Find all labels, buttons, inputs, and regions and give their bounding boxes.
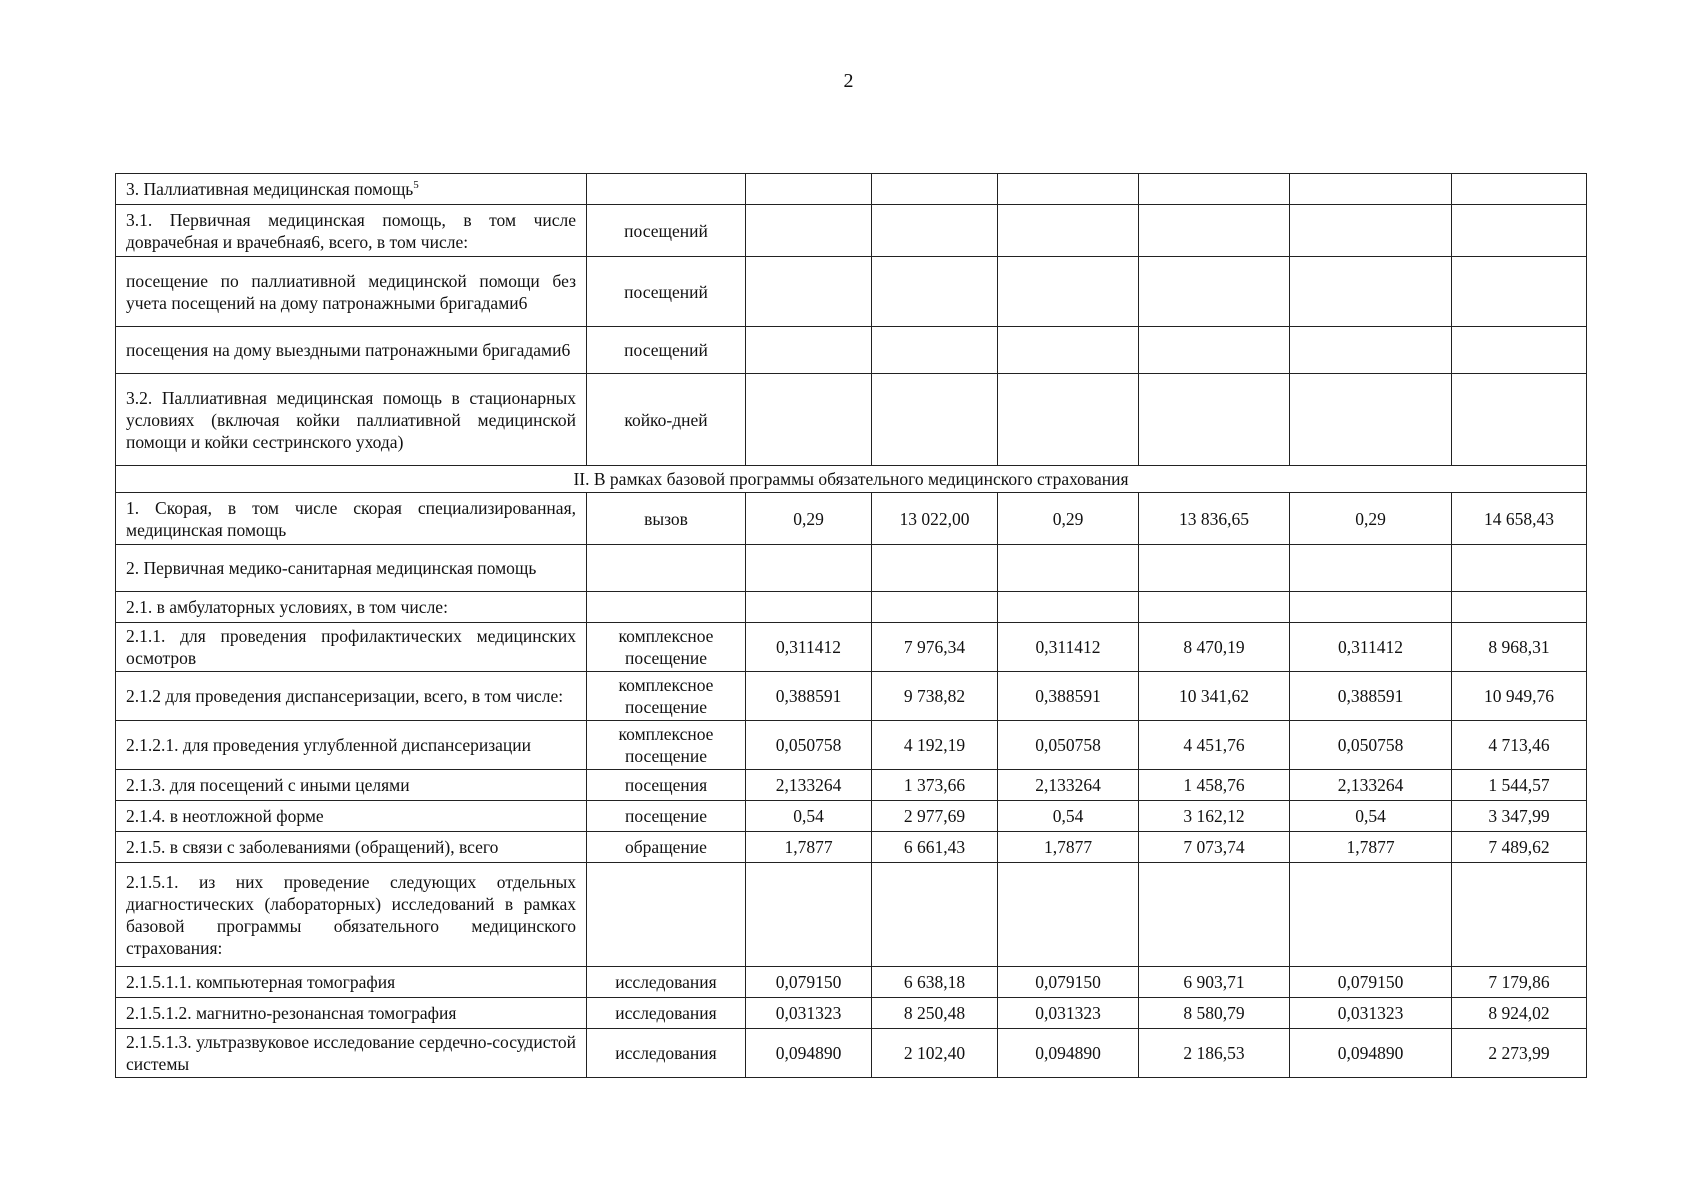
value-cell	[1452, 174, 1587, 205]
value-cell	[1139, 592, 1290, 623]
table-body-bottom	[116, 493, 1587, 1078]
value-cell	[1139, 257, 1290, 327]
value-cell: 0,311412	[1290, 623, 1452, 672]
value-cell	[1452, 327, 1587, 374]
row-name-text: 2.1.5.1. из них проведение следующих отдельных диагностических (лабораторных) исследований в рамках базовой программы обязательного медицинского страхования:	[126, 871, 576, 958]
value-cell: 0,29	[998, 493, 1139, 545]
value-cell: 0,079150	[1290, 967, 1452, 998]
value-cell	[1452, 257, 1587, 327]
table-row	[116, 801, 1587, 832]
value-cell	[872, 374, 998, 466]
value-cell: 3 347,99	[1452, 801, 1587, 832]
table-row	[116, 1029, 1587, 1078]
value-cell: 0,388591	[998, 672, 1139, 721]
value-cell	[1290, 545, 1452, 592]
table-row	[116, 592, 1587, 623]
value-cell: 0,388591	[1290, 672, 1452, 721]
value-cell: 0,079150	[998, 967, 1139, 998]
value-cell: 2 977,69	[872, 801, 998, 832]
table-row	[116, 374, 1587, 466]
value-cell: 0,031323	[1290, 998, 1452, 1029]
value-cell: 4 451,76	[1139, 721, 1290, 770]
value-cell: 10 341,62	[1139, 672, 1290, 721]
value-cell: 1 544,57	[1452, 770, 1587, 801]
value-cell: 8 580,79	[1139, 998, 1290, 1029]
row-unit: вызов	[587, 493, 746, 545]
value-cell	[746, 205, 872, 257]
value-cell	[1452, 205, 1587, 257]
value-cell	[872, 863, 998, 967]
value-cell	[1139, 205, 1290, 257]
table-row	[116, 205, 1587, 257]
page-number: 2	[843, 70, 854, 92]
row-name-text: 1. Скорая, в том числе скорая специализированная, медицинская помощь	[126, 497, 576, 540]
row-unit: комплексное посещение	[587, 721, 746, 770]
value-cell: 7 073,74	[1139, 832, 1290, 863]
value-cell	[1452, 863, 1587, 967]
value-cell	[998, 545, 1139, 592]
table-row	[116, 257, 1587, 327]
table-row	[116, 672, 1587, 721]
value-cell: 1,7877	[1290, 832, 1452, 863]
footnote-marker: 5	[413, 179, 419, 192]
value-cell	[1139, 327, 1290, 374]
table-row	[116, 832, 1587, 863]
value-cell	[746, 257, 872, 327]
value-cell: 0,050758	[1290, 721, 1452, 770]
value-cell	[1290, 863, 1452, 967]
row-name-text: 2.1. в амбулаторных условиях, в том числе:	[126, 597, 448, 617]
value-cell: 0,388591	[746, 672, 872, 721]
row-name-text: 3.2. Паллиативная медицинская помощь в стационарных условиях (включая койки паллиативной медицинской помощи и койки сестринского ухода)	[126, 387, 576, 452]
value-cell	[1139, 374, 1290, 466]
row-name	[116, 493, 587, 545]
row-name	[116, 770, 587, 801]
value-cell	[746, 545, 872, 592]
value-cell: 0,29	[746, 493, 872, 545]
table-row	[116, 967, 1587, 998]
value-cell	[1452, 592, 1587, 623]
row-name-text: 2.1.3. для посещений с иными целями	[126, 775, 410, 795]
row-name-text: 2. Первичная медико-санитарная медицинская помощь	[126, 558, 537, 578]
value-cell: 13 022,00	[872, 493, 998, 545]
row-unit	[587, 592, 746, 623]
row-name	[116, 174, 587, 205]
row-name	[116, 327, 587, 374]
value-cell: 0,031323	[746, 998, 872, 1029]
table-row	[116, 545, 1587, 592]
row-name-text: 2.1.5.1.2. магнитно-резонансная томография	[126, 1003, 457, 1023]
value-cell: 10 949,76	[1452, 672, 1587, 721]
table-row	[116, 998, 1587, 1029]
row-unit: посещения	[587, 770, 746, 801]
value-cell	[746, 374, 872, 466]
value-cell	[1452, 374, 1587, 466]
value-cell	[1139, 863, 1290, 967]
value-cell	[998, 863, 1139, 967]
value-cell: 0,050758	[998, 721, 1139, 770]
row-unit: исследования	[587, 967, 746, 998]
value-cell	[872, 174, 998, 205]
value-cell: 3 162,12	[1139, 801, 1290, 832]
value-cell	[872, 205, 998, 257]
value-cell: 2,133264	[998, 770, 1139, 801]
value-cell	[872, 545, 998, 592]
row-unit: исследования	[587, 1029, 746, 1078]
row-name	[116, 257, 587, 327]
value-cell: 4 713,46	[1452, 721, 1587, 770]
row-name-text: 2.1.5. в связи с заболеваниями (обращений), всего	[126, 837, 499, 857]
value-cell: 6 661,43	[872, 832, 998, 863]
value-cell	[746, 174, 872, 205]
value-cell: 7 976,34	[872, 623, 998, 672]
row-unit: койко-дней	[587, 374, 746, 466]
value-cell: 8 250,48	[872, 998, 998, 1029]
value-cell: 0,031323	[998, 998, 1139, 1029]
table-row	[116, 770, 1587, 801]
row-name-text: посещение по паллиативной медицинской помощи без учета посещений на дому патронажными бригадами6	[126, 270, 576, 313]
value-cell	[998, 174, 1139, 205]
value-cell	[746, 592, 872, 623]
value-cell: 0,094890	[1290, 1029, 1452, 1078]
value-cell: 2 273,99	[1452, 1029, 1587, 1078]
row-name	[116, 1029, 587, 1078]
value-cell: 1,7877	[746, 832, 872, 863]
value-cell: 0,54	[746, 801, 872, 832]
value-cell	[872, 257, 998, 327]
value-cell: 0,29	[1290, 493, 1452, 545]
value-cell: 13 836,65	[1139, 493, 1290, 545]
row-name	[116, 801, 587, 832]
row-unit	[587, 863, 746, 967]
value-cell	[1290, 374, 1452, 466]
value-cell: 9 738,82	[872, 672, 998, 721]
table-body-top	[116, 174, 1587, 466]
value-cell: 1 458,76	[1139, 770, 1290, 801]
row-name	[116, 374, 587, 466]
value-cell: 6 903,71	[1139, 967, 1290, 998]
row-name	[116, 721, 587, 770]
value-cell	[1290, 205, 1452, 257]
row-unit	[587, 174, 746, 205]
table-row	[116, 327, 1587, 374]
row-name	[116, 863, 587, 967]
row-name-text: 2.1.4. в неотложной форме	[126, 806, 324, 826]
tariff-table	[115, 173, 1587, 1078]
value-cell: 8 924,02	[1452, 998, 1587, 1029]
table-row	[116, 493, 1587, 545]
row-name	[116, 832, 587, 863]
row-unit: исследования	[587, 998, 746, 1029]
row-name	[116, 623, 587, 672]
row-name	[116, 205, 587, 257]
section-title: II. В рамках базовой программы обязательного медицинского страхования	[116, 466, 1587, 493]
row-unit: обращение	[587, 832, 746, 863]
value-cell: 2 186,53	[1139, 1029, 1290, 1078]
value-cell	[998, 327, 1139, 374]
section-ii-header	[116, 466, 1587, 493]
value-cell	[998, 374, 1139, 466]
value-cell	[1452, 545, 1587, 592]
section-row	[116, 466, 1587, 493]
value-cell	[746, 327, 872, 374]
table-row	[116, 623, 1587, 672]
value-cell: 1 373,66	[872, 770, 998, 801]
row-name-text: 3. Паллиативная медицинская помощь	[126, 179, 414, 199]
value-cell: 2,133264	[746, 770, 872, 801]
row-unit	[587, 545, 746, 592]
value-cell: 6 638,18	[872, 967, 998, 998]
value-cell	[998, 257, 1139, 327]
table-row	[116, 863, 1587, 967]
table-row	[116, 174, 1587, 205]
row-name	[116, 967, 587, 998]
table-row	[116, 721, 1587, 770]
value-cell	[746, 863, 872, 967]
value-cell	[1290, 257, 1452, 327]
row-name	[116, 998, 587, 1029]
value-cell: 0,094890	[998, 1029, 1139, 1078]
value-cell: 0,050758	[746, 721, 872, 770]
value-cell: 0,311412	[998, 623, 1139, 672]
row-name-text: 2.1.2.1. для проведения углубленной диспансеризации	[126, 735, 531, 755]
value-cell	[1139, 174, 1290, 205]
row-unit: посещений	[587, 205, 746, 257]
row-unit: посещений	[587, 257, 746, 327]
value-cell: 2 102,40	[872, 1029, 998, 1078]
row-unit: комплексное посещение	[587, 672, 746, 721]
value-cell	[872, 327, 998, 374]
row-name-text: 2.1.5.1.3. ультразвуковое исследование сердечно-сосудистой системы	[126, 1032, 576, 1074]
value-cell: 4 192,19	[872, 721, 998, 770]
row-unit: посещение	[587, 801, 746, 832]
value-cell: 7 179,86	[1452, 967, 1587, 998]
value-cell: 8 968,31	[1452, 623, 1587, 672]
value-cell	[1290, 327, 1452, 374]
row-unit: комплексное посещение	[587, 623, 746, 672]
row-name-text: посещения на дому выездными патронажными бригадами6	[126, 340, 571, 360]
row-name	[116, 545, 587, 592]
value-cell: 0,079150	[746, 967, 872, 998]
row-name-text: 3.1. Первичная медицинская помощь, в том числе доврачебная и врачебная6, всего, в том числе:	[126, 209, 576, 252]
value-cell: 2,133264	[1290, 770, 1452, 801]
value-cell: 14 658,43	[1452, 493, 1587, 545]
value-cell	[872, 592, 998, 623]
value-cell: 0,54	[1290, 801, 1452, 832]
value-cell: 0,311412	[746, 623, 872, 672]
value-cell: 0,54	[998, 801, 1139, 832]
value-cell	[1290, 592, 1452, 623]
value-cell	[998, 592, 1139, 623]
value-cell	[1290, 174, 1452, 205]
row-unit: посещений	[587, 327, 746, 374]
value-cell	[1139, 545, 1290, 592]
value-cell: 8 470,19	[1139, 623, 1290, 672]
row-name	[116, 592, 587, 623]
row-name	[116, 672, 587, 721]
value-cell	[998, 205, 1139, 257]
value-cell: 1,7877	[998, 832, 1139, 863]
row-name-text: 2.1.1. для проведения профилактических медицинских осмотров	[126, 626, 576, 668]
row-name-text: 2.1.2 для проведения диспансеризации, всего, в том числе:	[126, 686, 564, 706]
value-cell: 0,094890	[746, 1029, 872, 1078]
value-cell: 7 489,62	[1452, 832, 1587, 863]
row-name-text: 2.1.5.1.1. компьютерная томография	[126, 972, 396, 992]
